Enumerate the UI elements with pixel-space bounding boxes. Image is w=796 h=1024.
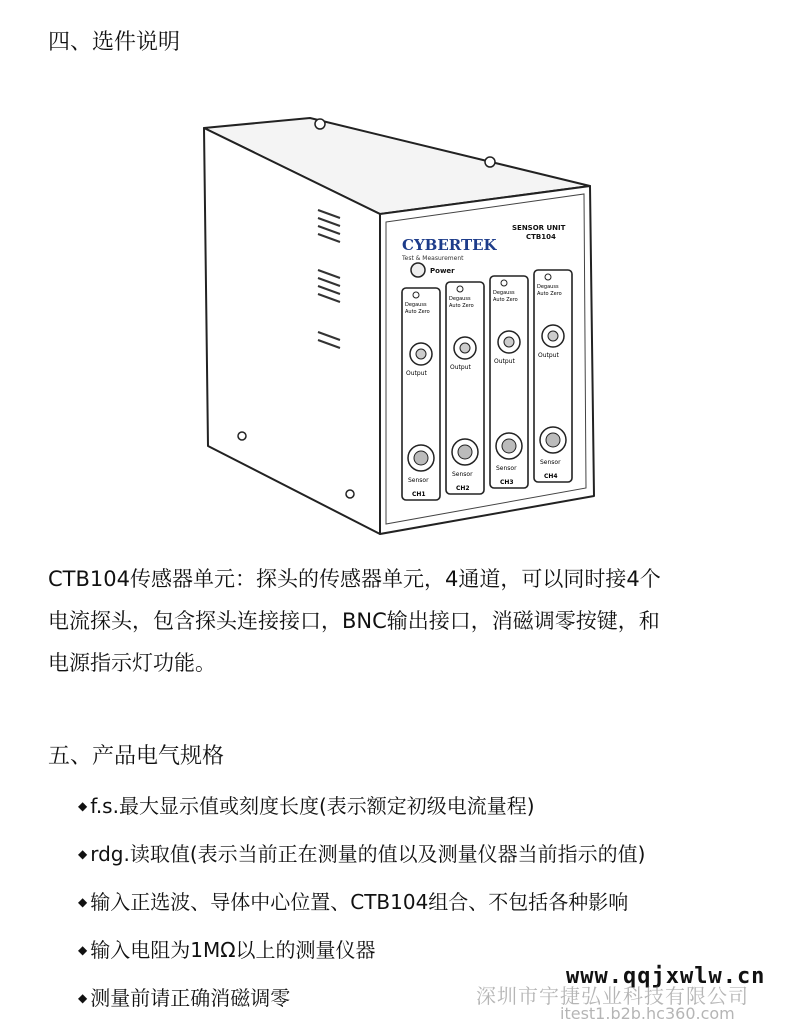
power-led: [411, 263, 425, 277]
svg-text:Degauss: Degauss: [405, 302, 427, 308]
svg-text:Degauss: Degauss: [537, 284, 559, 290]
svg-text:Degauss: Degauss: [449, 296, 471, 302]
spec-item: ◆ rdg.读取值(表示当前正在测量的值以及测量仪器当前指示的值): [78, 832, 645, 880]
svg-text:Output: Output: [494, 358, 515, 365]
sensor-unit-illustration: [190, 102, 610, 542]
svg-text:Sensor: Sensor: [496, 465, 517, 472]
watermark-company: 深圳市宇捷弘业科技有限公司: [476, 984, 749, 1008]
spec-item: ◆ f.s.最大显示值或刻度长度(表示额定初级电流量程): [78, 784, 645, 832]
description-line: CTB104传感器单元：探头的传感器单元，4通道，可以同时接4个: [48, 567, 661, 591]
spec-item: ◆ 输入电阻为1MΩ以上的测量仪器: [78, 928, 645, 976]
svg-text:CH3: CH3: [500, 479, 514, 486]
brand-logo: CYBERTEK: [402, 236, 497, 254]
unit-label: SENSOR UNIT: [512, 224, 566, 232]
svg-text:CH4: CH4: [544, 473, 558, 480]
channel-module-ch3: [490, 276, 528, 488]
description-line: 电流探头，包含探头连接接口，BNC输出接口，消磁调零按键，和: [48, 609, 660, 633]
svg-text:Sensor: Sensor: [540, 459, 561, 466]
spec-item: ◆ 输入正选波、导体中心位置、CTB104组合、不包括各种影响: [78, 880, 645, 928]
svg-text:Sensor: Sensor: [452, 471, 473, 478]
svg-text:Auto Zero: Auto Zero: [405, 309, 430, 315]
description-line: 电源指示灯功能。: [48, 651, 216, 675]
svg-text:Output: Output: [450, 364, 471, 371]
brand-subtitle: Test & Measurement: [402, 255, 464, 262]
svg-text:Sensor: Sensor: [408, 477, 429, 484]
svg-text:Output: Output: [406, 370, 427, 377]
channel-module-ch2: [446, 282, 484, 494]
svg-text:Auto Zero: Auto Zero: [537, 291, 562, 297]
channel-module-ch4: [534, 270, 572, 482]
svg-text:CH2: CH2: [456, 485, 470, 492]
svg-text:Auto Zero: Auto Zero: [493, 297, 518, 303]
channel-module-ch1: [402, 288, 440, 500]
svg-text:Output: Output: [538, 352, 559, 359]
section-title-specs: 五、产品电气规格: [48, 744, 225, 769]
svg-text:Degauss: Degauss: [493, 290, 515, 296]
power-label: Power: [430, 267, 455, 275]
watermark-url: itest1.b2b.hc360.com: [560, 1004, 735, 1023]
section-title-options: 四、选件说明: [48, 30, 181, 55]
svg-text:Auto Zero: Auto Zero: [449, 303, 474, 309]
model-label: CTB104: [526, 233, 556, 241]
spec-item: ◆ 测量前请正确消磁调零: [78, 976, 645, 1024]
description-paragraph: [48, 558, 768, 684]
website-url: www.qqjxwlw.cn: [566, 964, 766, 989]
svg-text:CH1: CH1: [412, 491, 426, 498]
